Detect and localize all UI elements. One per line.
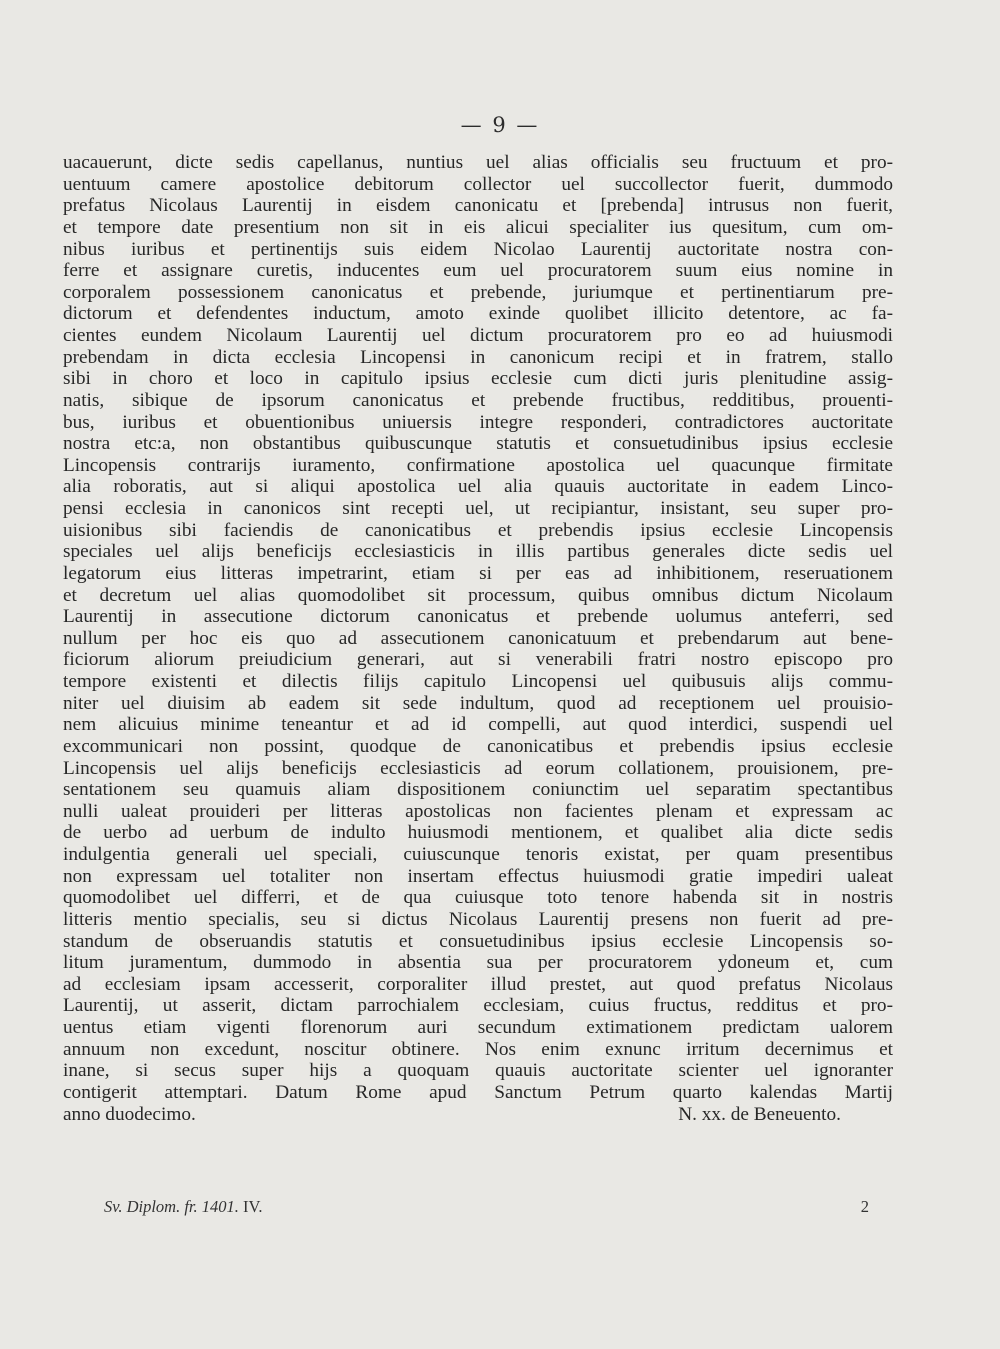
text-line: uentuum camere apostolice debitorum collector uel succollector fuerit, dummodo	[63, 173, 893, 195]
text-line: uentus etiam vigenti florenorum auri secundum extimationem predictam ualorem	[63, 1017, 893, 1038]
text-line: alia roboratis, aut si aliqui apostolica uel alia quauis auctoritate in eadem Linco-	[63, 476, 893, 498]
text-line: et decretum uel alias quomodolibet sit processum, quibus omnibus dictum Nicolaum	[63, 584, 893, 606]
text-line: excommunicari non possint, quodque de canonicatibus et prebendis ipsius ecclesie	[63, 735, 893, 757]
sheet-number: 2	[860, 1197, 869, 1216]
text-line: litum juramentum, dummodo in absentia sua per procuratorem ydoneum et, cum	[63, 952, 893, 974]
text-line: non expressam uel totaliter non insertam effectus huiusmodi gratie impediri ualeat	[63, 865, 893, 887]
signature-mark	[104, 1197, 262, 1217]
text-line: legatorum eius litteras impetrarint, etiam si per eas ad inhibitionem, reseruationem	[63, 562, 893, 584]
page-number-header: — 9 —	[460, 113, 540, 137]
text-line: ad ecclesiam ipsam accesserit, corporaliter illud prestet, aut quod prefatus Nicolaus	[63, 973, 893, 995]
text-line: annuum non excedunt, noscitur obtinere. Nos enim exnunc irritum decernimus et	[63, 1038, 893, 1060]
text-line: natis, sibique de ipsorum canonicatus et prebende fructibus, redditibus, prouenti-	[63, 389, 893, 411]
text-line: cientes eundem Nicolaum Laurentij uel dictum procuratorem pro eo ad huiusmodi	[63, 325, 893, 346]
text-line: ficiorum aliorum preiudicium generari, aut si venerabili fratri nostro episcopo pro	[63, 649, 893, 671]
text-line: Laurentij in assecutione dictorum canonicatus et prebende uolumus anteferri, sed	[63, 606, 893, 628]
text-line: sibi in choro et loco in capitulo ipsius ecclesie cum dicti juris plenitudine assig-	[63, 368, 893, 390]
text-line: quomodolibet uel differri, et de qua cuiusque toto tenore habenda sit in nostris	[63, 887, 893, 909]
text-line: nem alicuius minime teneantur et ad id compelli, aut quod interdici, suspendi uel	[63, 714, 893, 736]
text-line: et tempore date presentium non sit in eis alicui specialiter ius quesitum, cum om-	[63, 216, 893, 238]
text-line: nulli ualeat prouideri per litteras apostolicas non facientes plenam et expressam ac	[63, 800, 893, 822]
text-line: Laurentij, ut asserit, dictam parrochialem ecclesiam, cuius fructus, redditus et pro-	[63, 995, 893, 1017]
text-line: tempore existenti et dilectis filijs capitulo Lincopensi uel quibusuis alijs commu-	[63, 671, 893, 692]
text-line: prebendam in dicta ecclesia Lincopensi in canonicum recipi et in fratrem, stallo	[63, 346, 893, 368]
text-line: bus, iuribus et obuentionibus uniuersis integre responderi, contradictores auctoritate	[63, 411, 893, 433]
signature-italic: Sv. Diplom. fr. 1401.	[104, 1197, 239, 1216]
text-line: nostra etc:a, non obstantibus quibuscunque statutis et consuetudinibus ipsius ecclesie	[63, 433, 893, 455]
text-line: standum de obseruandis statutis et consuetudinibus ipsius ecclesie Lincopensis so-	[63, 930, 893, 952]
signature-volume: IV.	[243, 1197, 263, 1216]
text-line: uacauerunt, dicte sedis capellanus, nuntius uel alias officialis seu fructuum et pro-	[63, 152, 893, 173]
text-line: niter uel diuisim ab eadem sit sede indultum, quod ad receptionem uel prouisio-	[63, 692, 893, 714]
text-line: speciales uel alijs beneficijs ecclesiasticis in illis partibus generales dicte sedis uel	[63, 541, 893, 563]
text-line: prefatus Nicolaus Laurentij in eisdem canonicatu et [prebenda] intrusus non fuerit,	[63, 195, 893, 217]
text-line: corporalem possessionem canonicatus et prebende, juriumque et pertinentiarum pre-	[63, 281, 893, 303]
text-line: litteris mentio specialis, seu si dictus Nicolaus Laurentij presens non fuerit ad pre-	[63, 908, 893, 930]
text-line: nibus iuribus et pertinentijs suis eidem Nicolao Laurentij auctoritate nostra con-	[63, 238, 893, 260]
closing-register: N. xx. de Beneuento.	[678, 1103, 841, 1125]
text-line: inane, si secus super hijs a quoquam quauis auctoritate scienter uel ignoranter	[63, 1060, 893, 1082]
text-line: de uerbo ad uerbum de indulto huiusmodi mentionem, et qualibet alia dicte sedis	[63, 822, 893, 844]
page-footer	[104, 1197, 869, 1217]
text-line: ferre et assignare curetis, inducentes eum uel procuratorem suum eius nomine in	[63, 260, 893, 282]
text-line: pensi ecclesia in canonicos sint recepti uel, ut recipiantur, insistant, seu super pro-	[63, 498, 893, 519]
text-line: nullum per hoc eis quo ad assecutionem canonicatuum et prebendarum aut bene-	[63, 627, 893, 649]
text-line: dictorum et defendentes inductum, amoto exinde quolibet illicito detentore, ac fa-	[63, 303, 893, 325]
closing-date: anno duodecimo.	[63, 1103, 196, 1125]
text-line: contigerit attemptari. Datum Rome apud Sanctum Petrum quarto kalendas Martij	[63, 1081, 893, 1103]
text-line: indulgentia generali uel speciali, cuiuscunque tenoris existat, per quam presentibus	[63, 844, 893, 865]
body-text	[63, 152, 893, 1125]
text-line: uisionibus sibi faciendis de canonicatibus et prebendis ipsius ecclesie Lincopensis	[63, 519, 893, 541]
closing-line	[63, 1104, 893, 1126]
text-line: sentationem seu quamuis aliam dispositionem coniunctim uel separatim spectantibus	[63, 779, 893, 801]
text-line: Lincopensis contrarijs iuramento, confirmatione apostolica uel quacunque firmitate	[63, 454, 893, 476]
text-line: Lincopensis uel alijs beneficijs ecclesiasticis ad eorum collationem, prouisionem, pre-	[63, 757, 893, 779]
